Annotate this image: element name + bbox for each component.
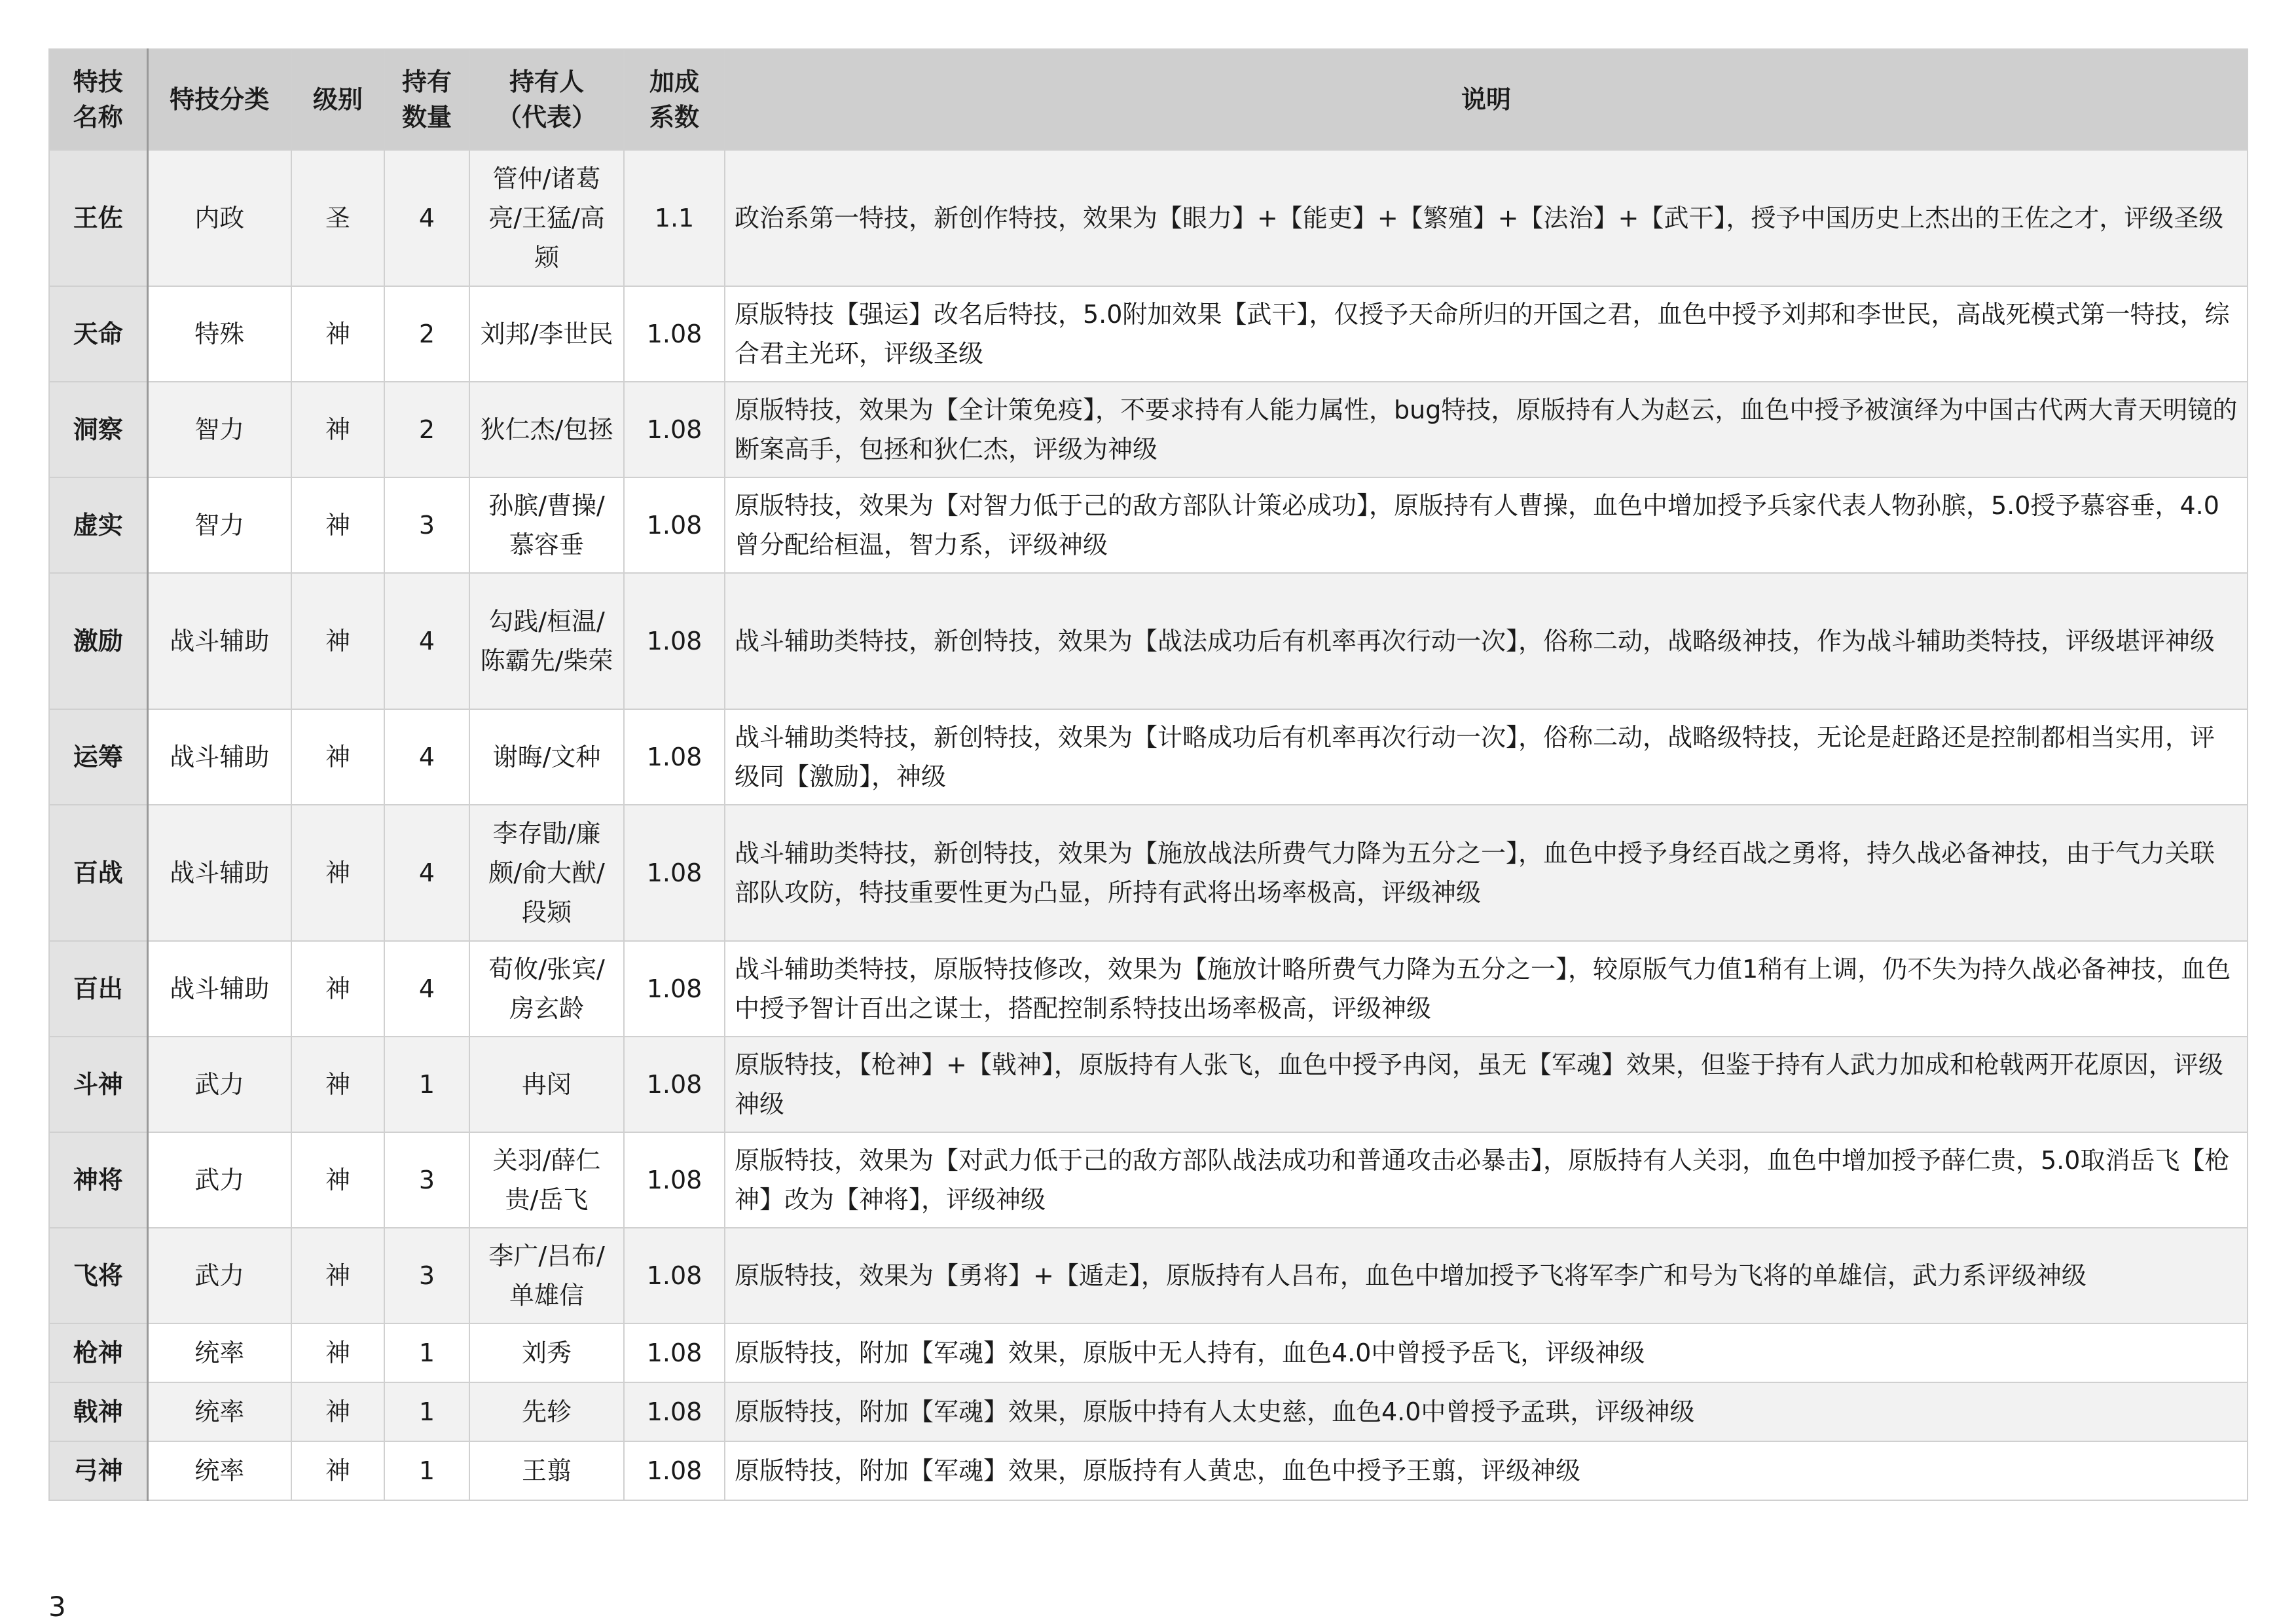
level-cell: 神 (291, 1037, 384, 1132)
table-row (49, 1037, 2248, 1132)
category-cell: 智力 (147, 382, 291, 477)
coefficient-cell: 1.08 (624, 573, 725, 709)
coefficient-cell: 1.08 (624, 941, 725, 1037)
holders-cell: 王翦 (469, 1441, 624, 1500)
coefficient-cell: 1.08 (624, 805, 725, 941)
holders-cell: 关羽/薛仁贵/岳飞 (469, 1132, 624, 1228)
header-holders: 持有人 （代表） (469, 49, 624, 150)
description-cell: 战斗辅助类特技，新创特技，效果为【施放战法所费气力降为五分之一】，血色中授予身经百战之勇将，持久战必备神技，由于气力关联部队攻防，特技重要性更为凸显，所持有武将出场率极高，评级神级 (725, 805, 2248, 941)
count-cell: 1 (384, 1037, 469, 1132)
level-cell: 神 (291, 805, 384, 941)
header-row (49, 49, 2248, 150)
holders-cell: 李存勖/廉颇/俞大猷/段颎 (469, 805, 624, 941)
category-cell: 战斗辅助 (147, 941, 291, 1037)
category-cell: 战斗辅助 (147, 709, 291, 805)
skill-name-cell: 弓神 (49, 1441, 147, 1500)
skill-name-cell: 激励 (49, 573, 147, 709)
table-row (49, 1382, 2248, 1441)
count-cell: 4 (384, 150, 469, 286)
skill-name-cell: 王佐 (49, 150, 147, 286)
coefficient-cell: 1.08 (624, 477, 725, 573)
description-cell: 政治系第一特技，新创作特技，效果为【眼力】+【能吏】+【繁殖】+【法治】+【武干】，授予中国历史上杰出的王佐之才，评级圣级 (725, 150, 2248, 286)
level-cell: 神 (291, 382, 384, 477)
count-cell: 4 (384, 709, 469, 805)
level-cell: 神 (291, 573, 384, 709)
count-cell: 4 (384, 805, 469, 941)
skill-name-cell: 百战 (49, 805, 147, 941)
skill-name-cell: 枪神 (49, 1323, 147, 1382)
skill-name-cell: 斗神 (49, 1037, 147, 1132)
coefficient-cell: 1.08 (624, 382, 725, 477)
level-cell: 神 (291, 1132, 384, 1228)
description-cell: 原版特技【强运】改名后特技，5.0附加效果【武干】，仅授予天命所归的开国之君，血色中授予刘邦和李世民，高战死模式第一特技，综合君主光环，评级圣级 (725, 286, 2248, 382)
category-cell: 统率 (147, 1323, 291, 1382)
level-cell: 神 (291, 477, 384, 573)
table-row (49, 1228, 2248, 1323)
table-row (49, 573, 2248, 709)
skill-name-cell: 飞将 (49, 1228, 147, 1323)
description-cell: 原版特技，效果为【对武力低于己的敌方部队战法成功和普通攻击必暴击】，原版持有人关羽，血色中增加授予薛仁贵，5.0取消岳飞【枪神】改为【神将】，评级神级 (725, 1132, 2248, 1228)
holders-cell: 管仲/诸葛亮/王猛/高颎 (469, 150, 624, 286)
holders-cell: 冉闵 (469, 1037, 624, 1132)
header-category: 特技分类 (147, 49, 291, 150)
table-row (49, 1132, 2248, 1228)
holders-cell: 谢晦/文种 (469, 709, 624, 805)
holders-cell: 狄仁杰/包拯 (469, 382, 624, 477)
table-row (49, 1323, 2248, 1382)
description-cell: 战斗辅助类特技，新创特技，效果为【计略成功后有机率再次行动一次】，俗称二动，战略级特技，无论是赶路还是控制都相当实用，评级同【激励】，神级 (725, 709, 2248, 805)
skill-name-cell: 神将 (49, 1132, 147, 1228)
count-cell: 2 (384, 286, 469, 382)
count-cell: 4 (384, 941, 469, 1037)
header-coefficient: 加成 系数 (624, 49, 725, 150)
count-cell: 1 (384, 1382, 469, 1441)
table-row (49, 150, 2248, 286)
skill-name-cell: 洞察 (49, 382, 147, 477)
category-cell: 战斗辅助 (147, 573, 291, 709)
level-cell: 神 (291, 709, 384, 805)
count-cell: 3 (384, 1228, 469, 1323)
skill-name-cell: 虚实 (49, 477, 147, 573)
skill-name-cell: 戟神 (49, 1382, 147, 1441)
description-cell: 原版特技，附加【军魂】效果，原版持有人黄忠，血色中授予王翦，评级神级 (725, 1441, 2248, 1500)
level-cell: 神 (291, 1441, 384, 1500)
level-cell: 神 (291, 1228, 384, 1323)
coefficient-cell: 1.08 (624, 1132, 725, 1228)
count-cell: 3 (384, 477, 469, 573)
table-row (49, 382, 2248, 477)
coefficient-cell: 1.08 (624, 1382, 725, 1441)
description-cell: 原版特技，效果为【对智力低于己的敌方部队计策必成功】，原版持有人曹操，血色中增加授予兵家代表人物孙膑，5.0授予慕容垂，4.0曾分配给桓温，智力系，评级神级 (725, 477, 2248, 573)
description-cell: 原版特技，效果为【全计策免疫】，不要求持有人能力属性，bug特技，原版持有人为赵云，血色中授予被演绎为中国古代两大青天明镜的断案高手，包拯和狄仁杰，评级为神级 (725, 382, 2248, 477)
coefficient-cell: 1.08 (624, 709, 725, 805)
coefficient-cell: 1.1 (624, 150, 725, 286)
coefficient-cell: 1.08 (624, 1323, 725, 1382)
skill-name-cell: 运筹 (49, 709, 147, 805)
category-cell: 武力 (147, 1132, 291, 1228)
description-cell: 战斗辅助类特技，原版特技修改，效果为【施放计略所费气力降为五分之一】，较原版气力值1稍有上调，仍不失为持久战必备神技，血色中授予智计百出之谋士，搭配控制系特技出场率极高，评级神级 (725, 941, 2248, 1037)
holders-cell: 孙膑/曹操/慕容垂 (469, 477, 624, 573)
coefficient-cell: 1.08 (624, 1037, 725, 1132)
table-row (49, 477, 2248, 573)
coefficient-cell: 1.08 (624, 1441, 725, 1500)
count-cell: 1 (384, 1441, 469, 1500)
holders-cell: 先轸 (469, 1382, 624, 1441)
category-cell: 武力 (147, 1037, 291, 1132)
count-cell: 3 (384, 1132, 469, 1228)
description-cell: 原版特技，效果为【勇将】+【遁走】，原版持有人吕布，血色中增加授予飞将军李广和号为飞将的单雄信，武力系评级神级 (725, 1228, 2248, 1323)
level-cell: 圣 (291, 150, 384, 286)
count-cell: 4 (384, 573, 469, 709)
level-cell: 神 (291, 1382, 384, 1441)
description-cell: 原版特技，附加【军魂】效果，原版中无人持有，血色4.0中曾授予岳飞，评级神级 (725, 1323, 2248, 1382)
holders-cell: 荀攸/张宾/房玄龄 (469, 941, 624, 1037)
header-skill-name: 特技 名称 (49, 49, 147, 150)
skills-table (48, 48, 2248, 1501)
skill-name-cell: 天命 (49, 286, 147, 382)
table-row (49, 709, 2248, 805)
category-cell: 战斗辅助 (147, 805, 291, 941)
table-row (49, 286, 2248, 382)
holders-cell: 李广/吕布/单雄信 (469, 1228, 624, 1323)
header-count: 持有 数量 (384, 49, 469, 150)
level-cell: 神 (291, 286, 384, 382)
category-cell: 智力 (147, 477, 291, 573)
category-cell: 统率 (147, 1441, 291, 1500)
coefficient-cell: 1.08 (624, 1228, 725, 1323)
description-cell: 原版特技，附加【军魂】效果，原版中持有人太史慈，血色4.0中曾授予孟珙，评级神级 (725, 1382, 2248, 1441)
table-row (49, 941, 2248, 1037)
level-cell: 神 (291, 941, 384, 1037)
skill-name-cell: 百出 (49, 941, 147, 1037)
category-cell: 特殊 (147, 286, 291, 382)
holders-cell: 勾践/桓温/陈霸先/柴荣 (469, 573, 624, 709)
count-cell: 1 (384, 1323, 469, 1382)
category-cell: 统率 (147, 1382, 291, 1441)
table-row (49, 805, 2248, 941)
coefficient-cell: 1.08 (624, 286, 725, 382)
level-cell: 神 (291, 1323, 384, 1382)
description-cell: 战斗辅助类特技，新创特技，效果为【战法成功后有机率再次行动一次】，俗称二动，战略级神技，作为战斗辅助类特技，评级堪评神级 (725, 573, 2248, 709)
holders-cell: 刘邦/李世民 (469, 286, 624, 382)
description-cell: 原版特技，【枪神】+【戟神】，原版持有人张飞，血色中授予冉闵，虽无【军魂】效果，但鉴于持有人武力加成和枪戟两开花原因，评级神级 (725, 1037, 2248, 1132)
table-row (49, 1441, 2248, 1500)
header-description: 说明 (725, 49, 2248, 150)
page-number: 3 (48, 1591, 66, 1623)
category-cell: 武力 (147, 1228, 291, 1323)
count-cell: 2 (384, 382, 469, 477)
category-cell: 内政 (147, 150, 291, 286)
holders-cell: 刘秀 (469, 1323, 624, 1382)
header-level: 级别 (291, 49, 384, 150)
